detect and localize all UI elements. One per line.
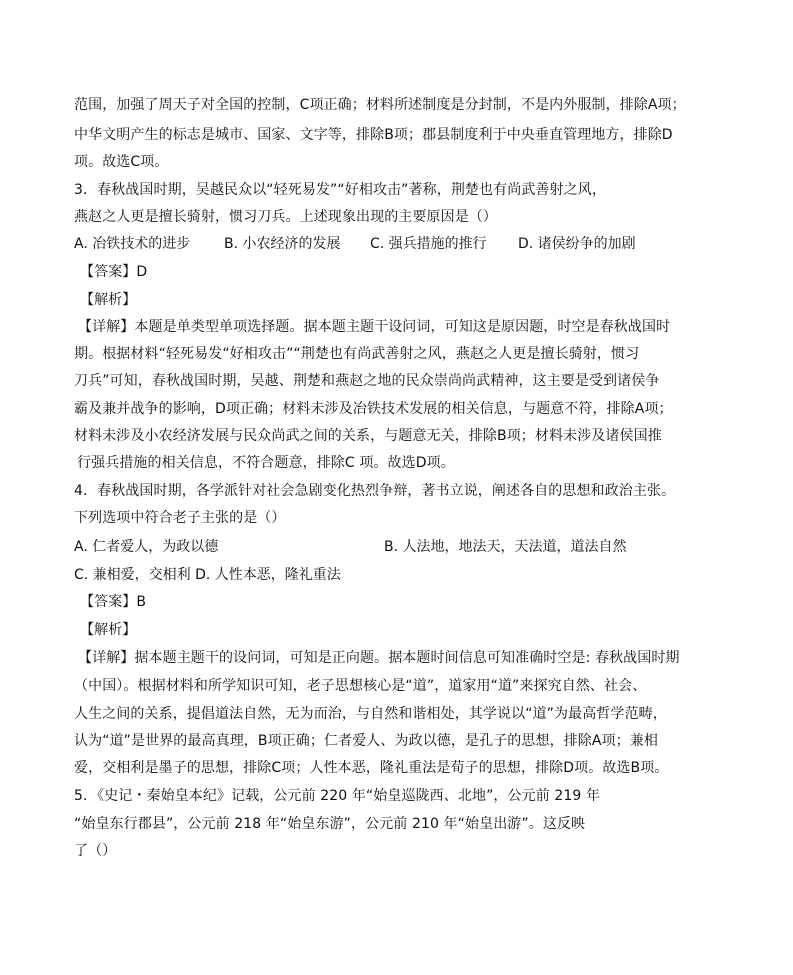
answer-label-3: 【答案】D: [80, 264, 148, 280]
text-line: 中华文明产生的标志是城市、国家、文字等，排除B项；郡县制度利于中央垂直管理地方，排除D: [74, 127, 673, 143]
explanation-line: 【详解】本题是单类型单项选择题。据本题主题干设问词，可知这是原因题，时空是春秋战国时: [78, 319, 671, 335]
question-5-stem: 5．《史记・秦始皇本纪》记载，公元前 220 年“始皇巡陇西、北地”，公元前 219 年: [74, 788, 601, 804]
text-line: 项。故选C项。: [74, 154, 169, 170]
explanation-line: 【详解】据本题主题干的设问词，可知是正向题。据本题时间信息可知准确时空是: 春秋战国时期: [78, 650, 680, 666]
q3-option-c: C. 强兵措施的推行: [370, 236, 487, 252]
question-3-stem: 3．春秋战国时期，吴越民众以“轻死易发”“好相攻击”著称，荆楚也有尚武善射之风，: [74, 182, 606, 198]
q3-option-a: A. 冶铁技术的进步: [74, 236, 191, 252]
question-5-stem-cont: “始皇东行郡县”，公元前 218 年“始皇东游”，公元前 210 年“始皇出游”。这反映: [74, 816, 586, 832]
explanation-line: 霸及兼并战争的影响，D项正确；材料未涉及冶铁技术发展的相关信息，与题意不符，排除A项；: [74, 401, 673, 417]
analysis-label-4: 【解析】: [80, 622, 137, 638]
question-4-stem: 4．春秋战国时期，各学派针对社会急剧变化热烈争辩，著书立说，阐述各自的思想和政治主张。: [74, 483, 676, 499]
q4-option-a: A. 仁者爱人，为政以德: [74, 539, 219, 555]
explanation-line: 行强兵措施的相关信息，不符合题意，排除C 项。故选D项。: [77, 455, 455, 471]
explanation-line: 人生之间的关系，提倡道法自然，无为而治，与自然和谐相处，其学说以“道”为最高哲学范畴，: [74, 706, 667, 722]
explanation-line: 刀兵”可知，春秋战国时期，吴越、荆楚和燕赵之地的民众崇尚尚武精神，这主要是受到诸侯争: [74, 373, 660, 389]
q4-option-cd: C. 兼相爱，交相利 D. 人性本恶，隆礼重法: [74, 567, 341, 583]
q3-option-b: B. 小农经济的发展: [224, 236, 341, 252]
question-4-stem-cont: 下列选项中符合老子主张的是（）: [74, 510, 286, 526]
explanation-line: 期。根据材料“轻死易发“好相攻击”“荆楚也有尚武善射之风，燕赵之人更是擅长骑射，惯习: [74, 346, 640, 362]
question-5-stem-cont: 了（）: [74, 843, 117, 859]
text-line: 范围，加强了周天子对全国的控制，C项正确；材料所述制度是分封制，不是内外服制，排除A项；: [74, 97, 686, 113]
question-3-stem-cont: 燕赵之人更是擅长骑射，惯习刀兵。上述现象出现的主要原因是（）: [74, 209, 497, 225]
explanation-line: 爱，交相利是墨子的思想，排除C项；人性本恶，隆礼重法是荀子的思想，排除D项。故选B项。: [74, 760, 669, 776]
answer-label-4: 【答案】B: [80, 594, 147, 610]
analysis-label-3: 【解析】: [80, 292, 137, 308]
q3-option-d: D. 诸侯纷争的加剧: [518, 236, 636, 252]
explanation-line: 材料未涉及小农经济发展与民众尚武之间的关系，与题意无关，排除B项；材料未涉及诸侯国推: [74, 428, 662, 444]
q4-option-b: B. 人法地，地法天，天法道，道法自然: [384, 539, 627, 555]
explanation-line: （中国）。根据材料和所学知识可知，老子思想核心是“道”，道家用“道”来探究自然、社会、: [74, 678, 647, 694]
explanation-line: 认为“道”是世界的最高真理，B项正确；仁者爱人、为政以德，是孔子的思想，排除A项；兼相: [74, 733, 658, 749]
